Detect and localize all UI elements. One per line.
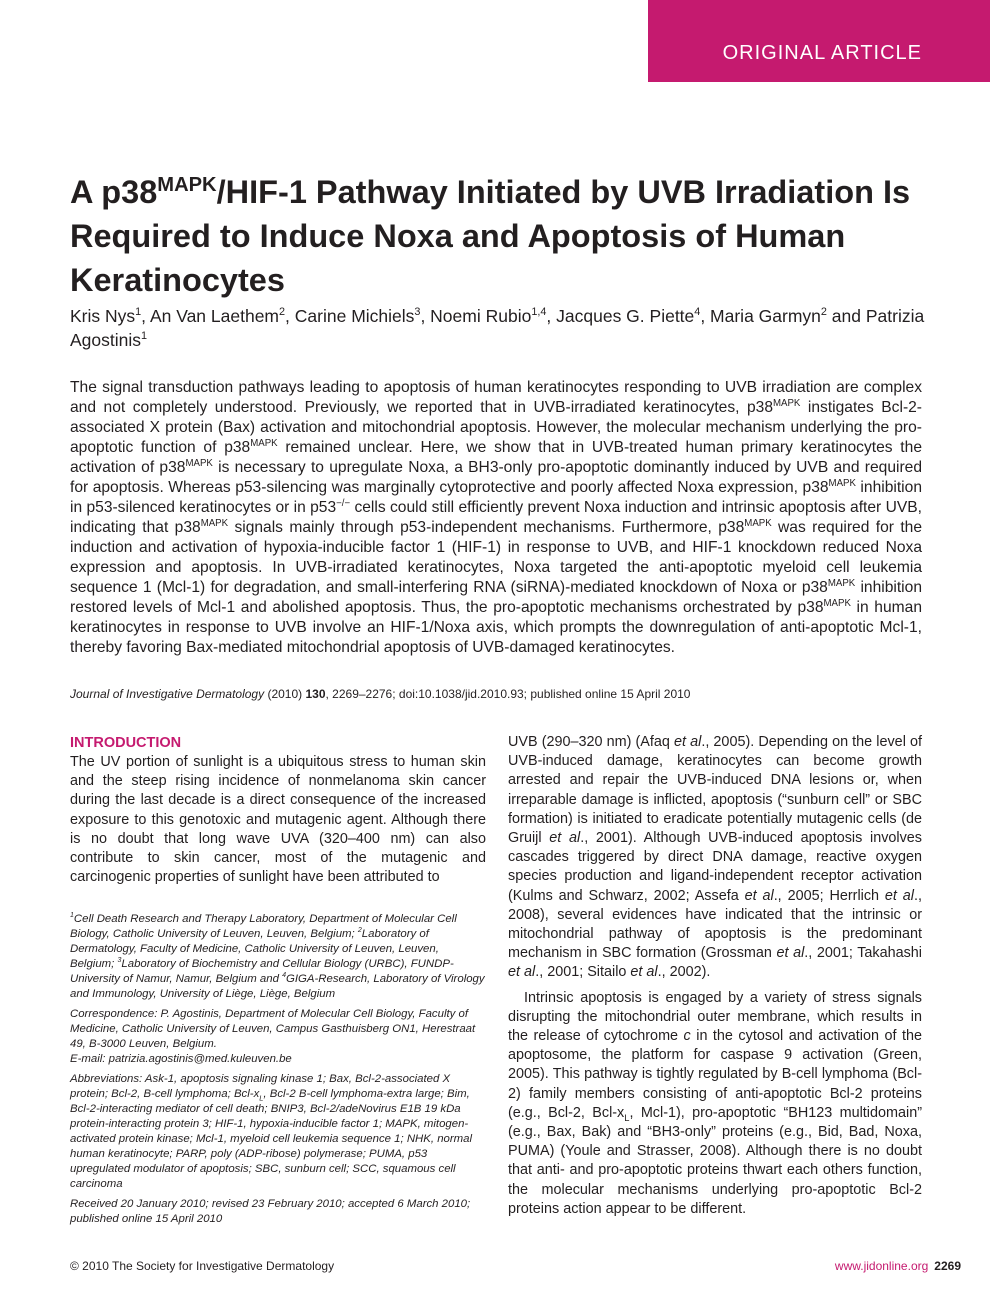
footnote — [70, 1197, 486, 1227]
text-run: signals mainly through p53-independent mechanisms. Furthermore, p38 — [228, 519, 745, 536]
intro-paragraph — [70, 753, 486, 887]
text-run: et al — [508, 964, 536, 981]
text-run: et al — [884, 887, 915, 904]
text-run: inhibition restored levels of Mcl-1 and abolished apoptosis. Thus, the pro-apoptotic mechanisms orchestrated by p38 — [70, 579, 922, 616]
article-type-label: ORIGINAL ARTICLE — [722, 42, 922, 64]
page-number: 2269 — [934, 1259, 961, 1273]
text-run: in human keratinocytes in response to UVB involve an HIF-1/Noxa axis, which prompts the downregulation of anti-apoptotic Mcl-1, thereby favoring Bax-mediated mitochondrial apoptosis of UVB-damaged keratinocytes. — [70, 599, 922, 656]
author-affiliation: 1,4 — [531, 306, 547, 319]
text-run: 2 — [357, 927, 362, 935]
text-run: et al — [744, 887, 774, 904]
author-name: Carine Michiels — [294, 306, 415, 326]
author-affiliation: 2 — [820, 306, 827, 319]
text-run: MAPK — [200, 517, 229, 529]
copyright-notice: © 2010 The Society for Investigative Dermatology — [70, 1259, 335, 1273]
page-footer — [835, 1259, 961, 1273]
author-separator: and — [826, 306, 866, 326]
text-run: MAPK — [827, 577, 856, 589]
text-run: L — [259, 1093, 264, 1103]
author-name: An Van Laethem — [149, 306, 280, 326]
text-run: ., 2005). Depending on the level of UVB-induced damage, keratinocytes can become growth arrested and repair the UVB-induced DNA lesions or, when irreparable damage is inflicted, apoptosis (“sunburn cell” or SBC formation) is initiated to eradicate potentially mutagenic cells (de Gruijl — [508, 734, 922, 847]
text-run: The signal transduction pathways leading to apoptosis of human keratinocytes responding to UVB irradiation are complex and not completely understood. Previously, we reported that in UVB-irradiated keratinocytes, p38 — [70, 379, 922, 416]
text-run: ., 2002). — [657, 964, 711, 981]
section-heading-introduction: INTRODUCTION — [70, 735, 182, 751]
article-title — [70, 170, 950, 302]
text-run: −/− — [336, 497, 351, 509]
text-run: 1 — [70, 912, 74, 920]
text-run: , Mcl-1), pro-apoptotic “BH123 multidomain” (e.g., Bax, Bak) and “BH3-only” proteins (e.g., Bid, Bad, Noxa, PUMA) (Youle and Strasser, 2008). Although there is no doubt that anti- and pro-apoptotic proteins thwart each others function, the molecular mechanisms underlying pro-apoptotic Bcl-2 proteins action appear to be different. — [508, 1104, 922, 1217]
text-run: L — [624, 1112, 630, 1123]
text-run: Intrinsic apoptosis is engaged by a variety of stress signals disrupting the mitochondrial outer membrane, which results in the release of cytochrome — [508, 989, 922, 1045]
text-run: ., 2001; Takahashi — [804, 945, 923, 962]
author-name: Noemi Rubio — [430, 306, 532, 326]
text-run: Correspondence: P. Agostinis, Department of Molecular Cell Biology, Faculty of Medicine, Catholic University of Leuven, Campus Gasthuisberg ON1, Herestraat 49, B-3000 Leuven, Belgium. — [70, 1008, 476, 1050]
text-run: The UV portion of sunlight is a ubiquitous stress to human skin and the steep rising incidence of nonmelanoma skin cancer during the last decade is a direct consequence of the increased exposure to this genotoxic and mutagenic agent. Although there is no doubt that long wave UVA (320–400 nm) can also contribute to skin cancer, most of the mutagenic and carcinogenic properties of sunlight have been attributed to — [70, 754, 486, 886]
text-run: MAPK — [185, 457, 213, 469]
text-run: ., 2001; Sitailo — [535, 964, 631, 981]
author-name: Kris Nys — [70, 306, 136, 326]
footnote — [70, 1072, 486, 1192]
text-run: et al — [776, 945, 805, 962]
footnotes — [70, 912, 486, 1232]
text-run: et al — [549, 830, 581, 847]
text-run: ., 2005; Herrlich — [773, 887, 885, 904]
text-run: ., 2008), several evidences have indicated that the intrinsic or mitochondrial pathway of apoptosis is the predominant mechanism in SBC formation (Grossman — [508, 887, 923, 962]
text-run: Journal of Investigative Dermatology — [70, 687, 265, 701]
text-run: , Bcl-2 B-cell lymphoma-extra large; Bim, Bcl-2-interacting mediator of cell death; BNIP3, Bcl-2/adeNovirus E1B 19 kDa protein-interacting protein 3; HIF-1, hypoxia-inducible factor 1; MAPK, mitogen-activated protein kinase; Mcl-1, myeloid cell leukemia sequence 1; NHK, normal human keratinocyte; PARP, poly (ADP-ribose) polymerase; PUMA, p53 upregulated modulator of apoptosis; SBC, sunburn cell; SCC, squamous cell carcinoma — [70, 1088, 473, 1190]
author-separator: , — [546, 306, 557, 326]
footnote — [70, 1007, 486, 1067]
author-separator: , — [141, 306, 150, 326]
text-run: MAPK — [828, 477, 856, 489]
article-type-banner — [648, 0, 990, 82]
author-affiliation: 1 — [135, 306, 142, 319]
body-paragraph — [508, 733, 922, 983]
text-run: GIGA-Research, Laboratory of Virology and Immunology, University of Liège, Liège, Belgium — [70, 973, 485, 1000]
author-separator: , — [420, 306, 431, 326]
footnote — [70, 912, 486, 1002]
text-run: inhibition in p53-silenced keratinocytes or in p53 — [70, 479, 922, 516]
text-run: was required for the induction and activation of hypoxia-inducible factor 1 (HIF-1) in response to UVB, and HIF-1 knockdown reduced Noxa expression and apoptosis. In UVB-irradiated keratinocytes, Noxa targeted the anti-apoptotic myeloid cell leukemia sequence 1 (Mcl-1) for degradation, and small-interfering RNA (siRNA)-mediated knockdown of Noxa or p38 — [70, 519, 923, 596]
text-run: instigates Bcl-2-associated X protein (Bax) activation and mitochondrial apoptosis. However, the molecular mechanism underlying the pro-apoptotic function of p38 — [70, 399, 922, 456]
author-separator: , — [285, 306, 295, 326]
text-run: Received 20 January 2010; revised 23 February 2010; accepted 6 March 2010; published online 15 April 2010 — [70, 1198, 471, 1225]
author-name: Jacques G. Piette — [556, 306, 695, 326]
text-run: et al — [674, 734, 702, 750]
body-paragraph — [508, 989, 922, 1219]
author-list — [70, 304, 950, 352]
text-run: remained unclear. Here, we show that in UVB-treated human primary keratinocytes the activation of p38 — [70, 439, 922, 476]
author-name: Maria Garmyn — [710, 306, 821, 326]
right-column — [508, 733, 922, 1219]
text-run: cells could still efficiently prevent Noxa induction and intrinsic apoptosis after UVB, indicating that p38 — [70, 499, 922, 536]
author-name: Patrizia Agostinis — [70, 306, 925, 350]
author-affiliation: 1 — [141, 330, 148, 343]
title-part: /HIF-1 Pathway Initiated by UVB Irradiation Is Required to Induce Noxa and Apoptosis of Human Keratinocytes — [70, 174, 911, 298]
text-run: 4 — [282, 972, 286, 980]
text-run: Laboratory of Dermatology, Faculty of Medicine, Catholic University of Leuven, Leuven, Belgium; — [70, 928, 439, 970]
text-run: 3 — [117, 957, 122, 965]
citation-line — [70, 686, 950, 702]
author-affiliation: 2 — [279, 306, 286, 319]
text-run: is necessary to upregulate Noxa, a BH3-only pro-apoptotic dominantly induced by UVB and required for apoptosis. Whereas p53-silencing was marginally cytoprotective and poorly affected Noxa expression, p38 — [70, 459, 922, 496]
text-run: in the cytosol and activation of the apoptosome, the platform for caspase 9 activation (Green, 2005). This pathway is tightly regulated by B-cell lymphoma (Bcl-2) family members consisting of anti-apoptotic Bcl-2 proteins (e.g., Bcl-2, Bcl-x — [508, 1028, 922, 1121]
author-affiliation: 4 — [694, 306, 701, 319]
text-run: MAPK — [744, 517, 772, 529]
title-part: A p38 — [70, 174, 158, 210]
text-run: Abbreviations: Ask-1, apoptosis signaling kinase 1; Bax, Bcl-2-associated X protein; Bcl-2, B-cell lymphoma; Bcl-x — [70, 1073, 451, 1100]
text-run: ., 2001). Although UVB-induced apoptosis involves cascades triggered by direct DNA damage, reactive oxygen species production and ligand-independent receptor activation (Kulms and Schwarz, 2002; Assefa — [508, 830, 922, 904]
text-run: MAPK — [773, 397, 801, 409]
text-run: Cell Death Research and Therapy Laboratory, Department of Molecular Cell Biology, Catholic University of Leuven, Leuven, Belgium; — [70, 913, 457, 940]
text-run: , 2269–2276; doi:10.1038/jid.2010.93; published online 15 April 2010 — [325, 687, 691, 701]
journal-website-link[interactable]: www.jidonline.org — [834, 1259, 929, 1273]
left-column — [70, 733, 486, 887]
text-run: (2010) — [264, 687, 306, 701]
text-run: UVB (290–320 nm) (Afaq — [508, 734, 675, 750]
text-run: et al — [630, 964, 658, 981]
author-separator: , — [700, 306, 711, 326]
text-run: Laboratory of Biochemistry and Cellular Biology (URBC), FUNDP-University of Namur, Namur, Belgium and — [70, 958, 454, 985]
text-run: E-mail: patrizia.agostinis@med.kuleuven.be — [70, 1053, 292, 1065]
author-affiliation: 3 — [414, 306, 421, 319]
text-run: c — [683, 1028, 691, 1045]
text-run: MAPK — [823, 597, 851, 609]
text-run: 130 — [305, 687, 326, 701]
title-superscript: MAPK — [157, 174, 217, 197]
text-run: MAPK — [250, 437, 278, 449]
abstract — [70, 378, 922, 658]
